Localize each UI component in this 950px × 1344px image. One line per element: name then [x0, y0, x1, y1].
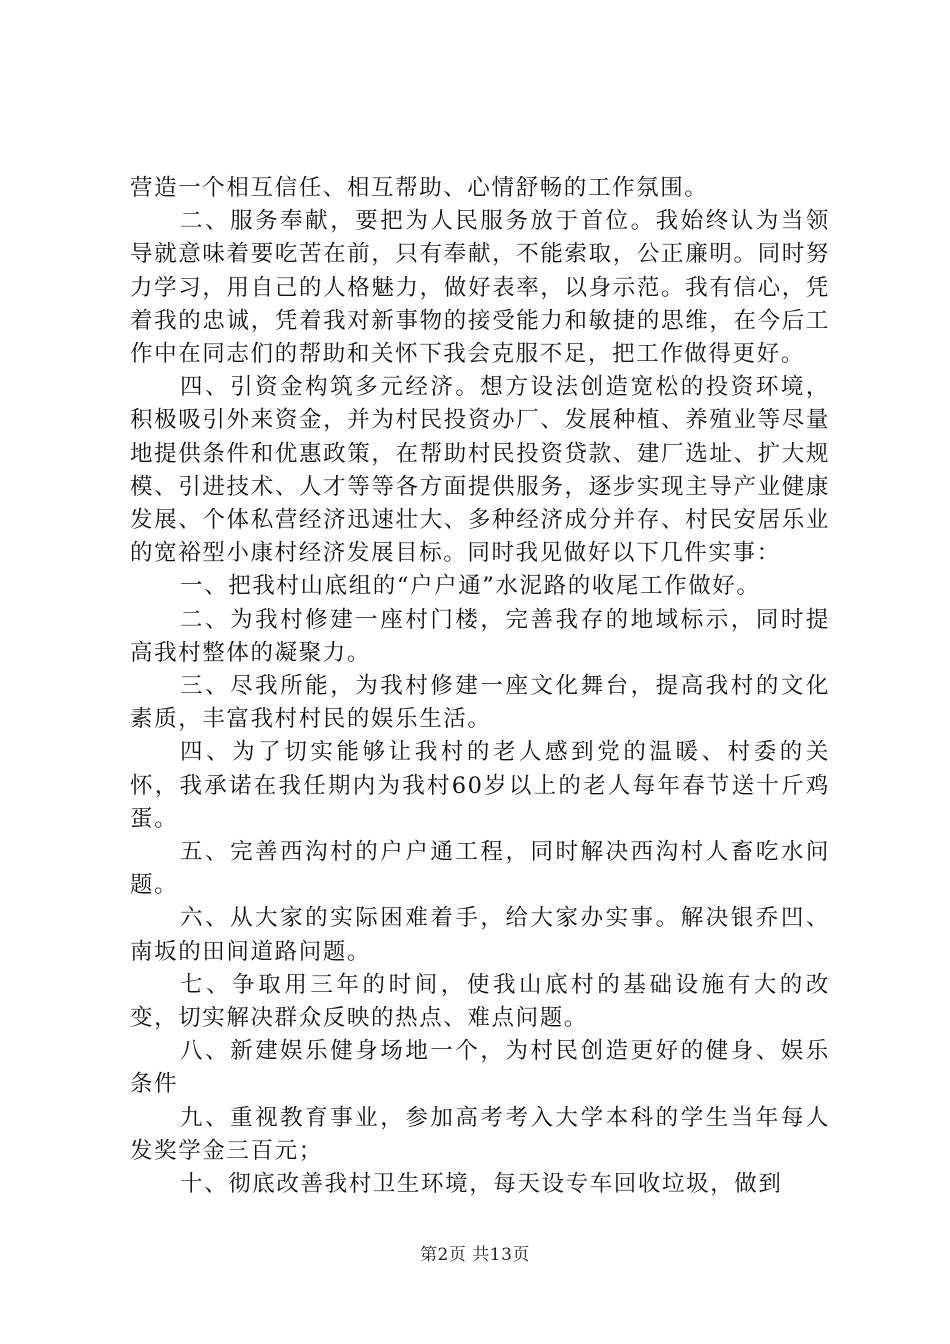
document-body	[130, 172, 830, 1201]
paragraph-0: 营造一个相互信任、相互帮助、心情舒畅的工作氛围。	[130, 175, 709, 201]
paragraph-4: 二、为我村修建一座村门楼，完善我存的地域标示，同时提高我村整体的凝聚力。	[130, 606, 830, 666]
paragraph-11: 九、重视教育事业，参加高考考入大学本科的学生当年每人发奖学金三百元；	[130, 1104, 830, 1164]
page-number-label: 第2页 共13页	[420, 1245, 530, 1265]
paragraph-8: 六、从大家的实际困难着手，给大家办实事。解决银乔凹、南坂的田间道路问题。	[130, 905, 830, 965]
paragraph-9: 七、争取用三年的时间，使我山底村的基础设施有大的改变，切实解决群众反映的热点、难点问题。	[130, 971, 830, 1032]
paragraph-10: 八、新建娱乐健身场地一个，为村民创造更好的健身、娱乐条件	[130, 1038, 830, 1098]
page-footer	[0, 1240, 950, 1265]
paragraph-12: 十、彻底改善我村卫生环境，每天设专车回收垃圾，做到	[180, 1171, 783, 1198]
paragraph-2: 四、引资金构筑多元经济。想方设法创造宽松的投资环境，积极吸引外来资金，并为村民投资办厂、发展种植、养殖业等尽量地提供条件和优惠政策，在帮助村民投资贷款、建厂选址、扩大规模、引进技术、人才等等各方面提供服务，逐步实现主导产业健康发展、个体私营经济迅速壮大、多种经济成分并存、村民安居乐业的宽裕型小康村经济发展目标。同时我见做好以下几件实事：	[130, 374, 830, 567]
paragraph-6: 四、为了切实能够让我村的老人感到党的温暖、村委的关怀，我承诺在我任期内为我村60岁以上的老人每年春节送十斤鸡蛋。	[130, 739, 830, 832]
paragraph-7: 五、完善西沟村的户户通工程，同时解决西沟村人畜吃水问题。	[130, 839, 830, 899]
paragraph-3: 一、把我村山底组的“户户通”水泥路的收尾工作做好。	[180, 573, 761, 600]
paragraph-1: 二、服务奉献，要把为人民服务放于首位。我始终认为当领导就意味着要吃苦在前，只有奉献，不能索取，公正廉明。同时努力学习，用自己的人格魅力，做好表率，以身示范。我有信心，凭着我的忠诚，凭着我对新事物的接受能力和敏捷的思维，在今后工作中在同志们的帮助和关怀下我会克服不足，把工作做得更好。	[130, 208, 830, 368]
paragraph-5: 三、尽我所能，为我村修建一座文化舞台，提高我村的文化素质，丰富我村村民的娱乐生活。	[130, 673, 830, 733]
